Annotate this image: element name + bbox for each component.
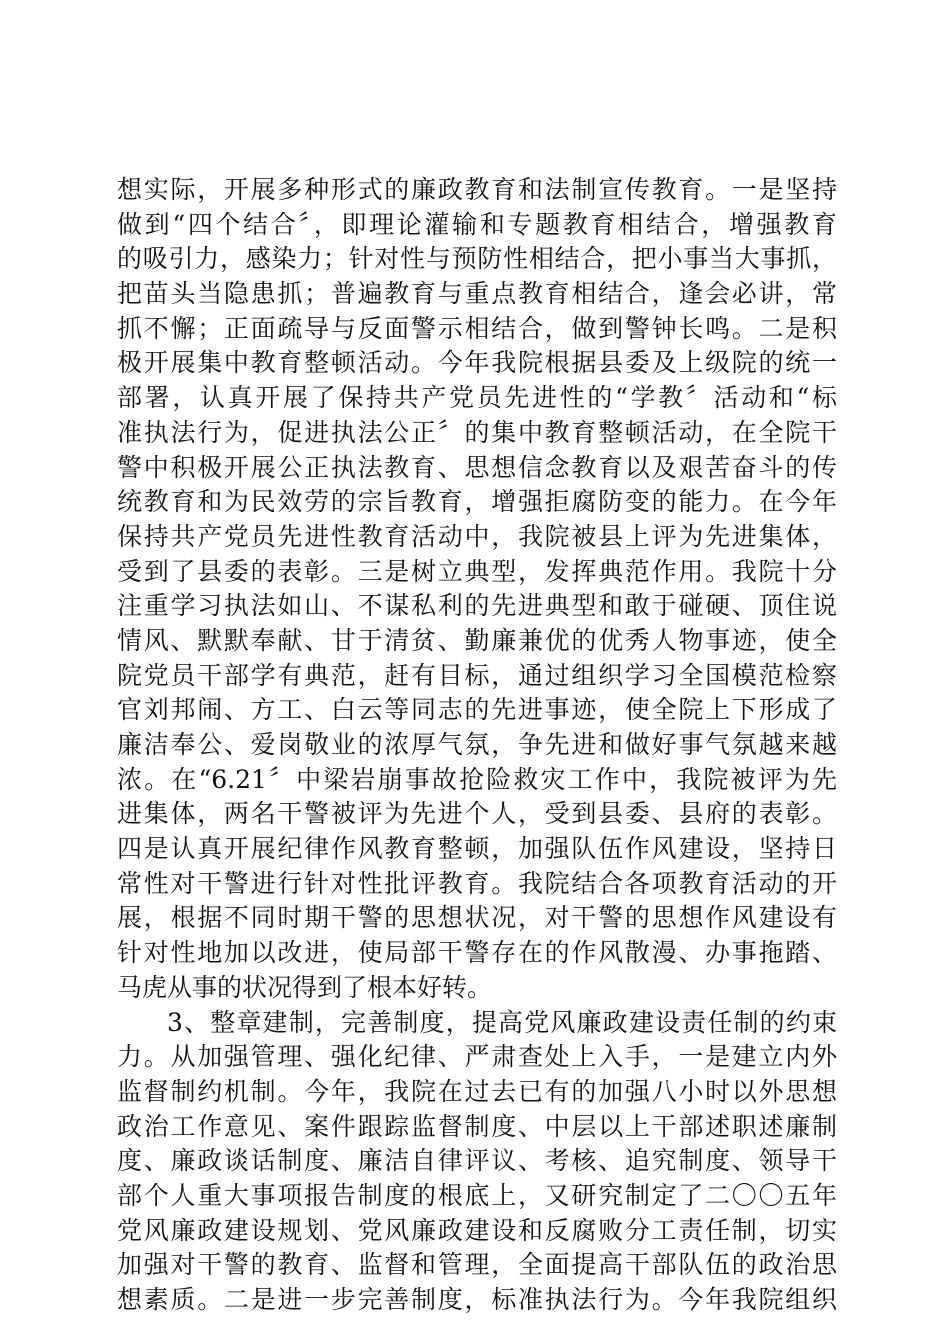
text-line: 保持共产党员先进性教育活动中，我院被县上评为先进集体， bbox=[117, 521, 837, 551]
paragraph-start-line: 3、整章建制，完善制度，提高党风廉政建设责任制的约束 bbox=[167, 1007, 837, 1037]
text-line: 的吸引力，感染力；针对性与预防性相结合，把小事当大事抓， bbox=[117, 244, 837, 274]
text-line: 部个人重大事项报告制度的根底上，又研究制定了二〇〇五年 bbox=[117, 1180, 837, 1210]
text-line: 廉洁奉公、爱岗敬业的浓厚气氛，争先进和做好事气氛越来越 bbox=[117, 730, 837, 759]
text-line: 注重学习执法如山、不谋私利的先进典型和敢于碰硬、顶住说 bbox=[117, 591, 837, 621]
text-line: 浓。在“6.21〞中梁岩崩事故抢险救灾工作中，我院被评为先 bbox=[117, 764, 837, 794]
text-line: 进集体，两名干警被评为先进个人，受到县委、县府的表彰。 bbox=[117, 799, 837, 829]
text-line: 常性对干警进行针对性批评教育。我院结合各项教育活动的开 bbox=[117, 868, 837, 898]
text-line: 统教育和为民效劳的宗旨教育，增强拒腐防变的能力。在今年 bbox=[117, 487, 837, 517]
text-line: 院党员干部学有典范，赶有目标，通过组织学习全国模范检察 bbox=[117, 660, 837, 690]
text-line: 度、廉政谈话制度、廉洁自律评议、考核、追究制度、领导干 bbox=[117, 1146, 837, 1176]
text-line: 力。从加强管理、强化纪律、严肃查处上入手，一是建立内外 bbox=[117, 1042, 837, 1072]
text-line: 把苗头当隐患抓；普遍教育与重点教育相结合，逢会必讲，常 bbox=[117, 279, 837, 309]
text-line: 展，根据不同时期干警的思想状况，对干警的思想作风建设有 bbox=[117, 903, 837, 933]
text-line: 加强对干警的教育、监督和管理，全面提高干部队伍的政治思 bbox=[117, 1250, 837, 1280]
text-line: 部署，认真开展了保持共产党员先进性的“学教〞活动和“标 bbox=[117, 383, 837, 413]
text-line: 官刘邦闹、方工、白云等同志的先进事迹，使全院上下形成了 bbox=[117, 695, 837, 725]
text-line: 警中积极开展公正执法教育、思想信念教育以及艰苦奋斗的传 bbox=[117, 452, 837, 482]
text-line: 党风廉政建设规划、党风廉政建设和反腐败分工责任制，切实 bbox=[117, 1215, 837, 1245]
text-line: 监督制约机制。今年，我院在过去已有的加强八小时以外思想 bbox=[117, 1076, 837, 1106]
text-line: 极开展集中教育整顿活动。今年我院根据县委及上级院的统一 bbox=[117, 348, 837, 378]
text-line: 想素质。二是进一步完善制度，标准执法行为。今年我院组织 bbox=[117, 1285, 837, 1314]
text-line: 针对性地加以改进，使局部干警存在的作风散漫、办事拖踏、 bbox=[117, 938, 837, 968]
text-line: 政治工作意见、案件跟踪监督制度、中层以上干部述职述廉制 bbox=[117, 1111, 837, 1141]
text-line: 马虎从事的状况得到了根本好转。 bbox=[117, 972, 493, 1002]
text-line: 受到了县委的表彰。三是树立典型，发挥典范作用。我院十分 bbox=[117, 556, 837, 586]
text-line: 做到“四个结合〞，即理论灌输和专题教育相结合，增强教育 bbox=[117, 209, 837, 239]
text-line: 四是认真开展纪律作风教育整顿，加强队伍作风建设，坚持日 bbox=[117, 834, 837, 864]
body-text bbox=[117, 173, 837, 1318]
text-line: 准执法行为，促进执法公正〞的集中教育整顿活动，在全院干 bbox=[117, 417, 837, 447]
text-line: 想实际，开展多种形式的廉政教育和法制宣传教育。一是坚持 bbox=[117, 175, 837, 204]
text-line: 抓不懈；正面疏导与反面警示相结合，做到警钟长鸣。二是积 bbox=[117, 313, 837, 343]
text-line: 情风、默默奉献、甘于清贫、勤廉兼优的优秀人物事迹，使全 bbox=[117, 625, 837, 655]
